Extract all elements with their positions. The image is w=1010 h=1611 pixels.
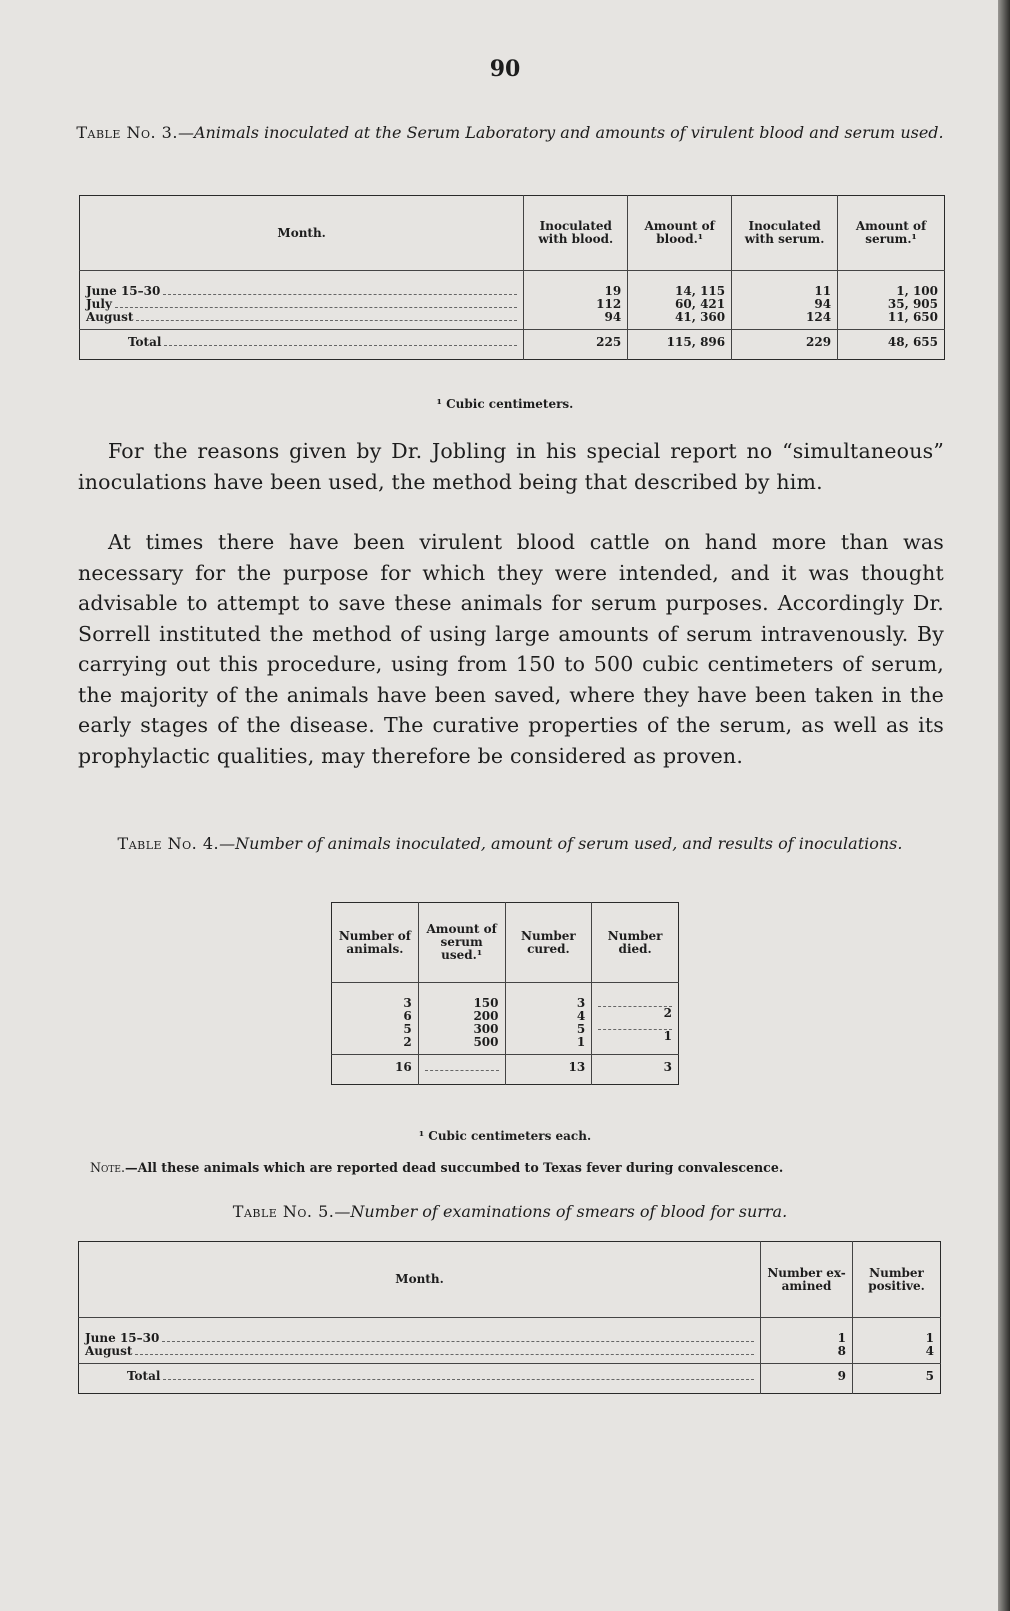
table5-header-month: Month. bbox=[79, 1242, 761, 1318]
table3 bbox=[79, 195, 945, 360]
table4-cell: 2 bbox=[403, 1035, 412, 1049]
table4-total-row bbox=[332, 1055, 679, 1085]
leader-dots bbox=[164, 337, 517, 346]
table3-cell: 35, 905 bbox=[887, 297, 938, 311]
table4-animals-col bbox=[332, 983, 419, 1055]
table5 bbox=[78, 1241, 941, 1394]
table4-cell-empty bbox=[598, 997, 672, 1007]
table4-label: Table No. 4. bbox=[117, 834, 220, 853]
paragraph-1: For the reasons given by Dr. Jobling in his special report no “simultaneous” inoculations have been used, the method being that described by him. bbox=[78, 439, 944, 494]
table3-cell: 1, 100 bbox=[896, 284, 938, 298]
table4-header-cured: Number cured. bbox=[505, 903, 592, 983]
table4-total-serum bbox=[418, 1055, 505, 1085]
table5-label: Table No. 5. bbox=[232, 1202, 335, 1221]
table5-examined-col bbox=[761, 1318, 853, 1364]
table4-note bbox=[90, 1160, 950, 1175]
table4-footnote: ¹ Cubic centimeters each. bbox=[418, 1129, 592, 1143]
table4-header-serum: Amount of serum used.¹ bbox=[418, 903, 505, 983]
table4-header-animals: Number of animals. bbox=[332, 903, 419, 983]
table5-header-examined: Number ex- amined bbox=[761, 1242, 853, 1318]
table3-cell: 19 bbox=[604, 284, 622, 298]
table3-amt-blood-col bbox=[628, 271, 732, 330]
table4-header-row bbox=[332, 903, 679, 983]
table3-header-amt-serum: Amount of serum.¹ bbox=[838, 196, 945, 271]
table4-cell: 200 bbox=[473, 1009, 499, 1023]
table3-month-col bbox=[80, 271, 524, 330]
table3-total-inoc-blood: 225 bbox=[524, 330, 628, 360]
table5-month-col bbox=[79, 1318, 761, 1364]
table3-header-inoc-blood: Inoculated with blood. bbox=[524, 196, 628, 271]
table3-cell: 112 bbox=[596, 297, 622, 311]
table5-total-row bbox=[79, 1364, 941, 1394]
table3-label: Table No. 3. bbox=[76, 123, 178, 142]
table5-title: —Number of examinations of smears of blood for surra. bbox=[334, 1202, 788, 1221]
table3-cell: 94 bbox=[604, 310, 622, 324]
table5-total-positive: 5 bbox=[853, 1364, 941, 1394]
table4-body-row bbox=[332, 983, 679, 1055]
note-label: Note. bbox=[90, 1160, 125, 1175]
table5-row-month-0: June 15–30 bbox=[85, 1331, 160, 1345]
table4-total-cured: 13 bbox=[505, 1055, 592, 1085]
table5-total-text: Total bbox=[127, 1369, 161, 1383]
table3-row-month-0: June 15–30 bbox=[86, 284, 161, 298]
table3-row-month-1: July bbox=[86, 297, 112, 311]
table4-died-col bbox=[592, 983, 679, 1055]
table4-cell: 3 bbox=[576, 996, 586, 1010]
leader-dots bbox=[163, 1371, 754, 1380]
table3-total-label-cell bbox=[80, 330, 524, 360]
table5-total-label-cell bbox=[79, 1364, 761, 1394]
table3-total-amt-serum: 48, 655 bbox=[838, 330, 945, 360]
table5-body-row bbox=[79, 1318, 941, 1364]
table3-total-row bbox=[80, 330, 945, 360]
table3-caption bbox=[70, 122, 950, 143]
table4-cell: 1 bbox=[576, 1035, 586, 1049]
table4-cell: 6 bbox=[403, 1009, 412, 1023]
note-text: —All these animals which are reported dead succumbed to Texas fever during convalescence. bbox=[124, 1160, 784, 1175]
table3-cell: 41, 360 bbox=[675, 310, 726, 324]
table3-cell: 60, 421 bbox=[675, 297, 726, 311]
table5-positive-col bbox=[853, 1318, 941, 1364]
table5-row-label-1 bbox=[85, 1345, 754, 1358]
leader-dots bbox=[136, 312, 517, 321]
table4-cell: 4 bbox=[576, 1009, 586, 1023]
table4-cell: 500 bbox=[473, 1035, 499, 1049]
table3-cell: 14, 115 bbox=[675, 284, 726, 298]
table5-cell: 4 bbox=[925, 1344, 934, 1358]
table3-row-month-2: August bbox=[86, 310, 134, 324]
table5-total-label bbox=[85, 1370, 754, 1383]
table4-cell-empty bbox=[598, 1020, 672, 1030]
table5-header-row bbox=[79, 1242, 941, 1318]
table5-cell: 1 bbox=[925, 1331, 934, 1345]
paragraph-2: At times there have been virulent blood cattle on hand more than was necessary for the purpose for which they were intended, and it was thought advisable to attempt to save these animals for serum purposes. Accordingly Dr. Sorrell instituted the method of using large amounts of serum intravenously. By carrying out this procedure, using from 150 to 500 cubic centimeters of serum, the majority of the animals have been saved, where they have been taken in the early stages of the disease. The curative properties of the serum, as well as its prophylactic qualities, may therefore be considered as proven. bbox=[78, 530, 944, 768]
table4-cell: 1 bbox=[663, 1029, 672, 1043]
table3-total-inoc-serum: 229 bbox=[732, 330, 838, 360]
table5-caption bbox=[70, 1201, 950, 1222]
table3-row-label-0 bbox=[86, 285, 517, 298]
table5-row-label-0 bbox=[85, 1332, 754, 1345]
page-number: 90 bbox=[489, 56, 521, 82]
table3-footnote: ¹ Cubic centimeters. bbox=[436, 397, 574, 411]
table4-title: —Number of animals inoculated, amount of serum used, and results of inoculations. bbox=[219, 834, 903, 853]
table3-header-inoc-serum: Inoculated with serum. bbox=[732, 196, 838, 271]
table4-cured-col bbox=[505, 983, 592, 1055]
table3-total-text: Total bbox=[128, 335, 162, 349]
table3-inoc-blood-col bbox=[524, 271, 628, 330]
table4-caption bbox=[95, 833, 925, 854]
table3-total-label bbox=[86, 336, 517, 349]
table3-cell: 11 bbox=[814, 284, 832, 298]
table4-cell: 5 bbox=[576, 1022, 586, 1036]
table3-header-amt-blood: Amount of blood.¹ bbox=[628, 196, 732, 271]
table3-row-label-2 bbox=[86, 311, 517, 324]
table3-cell: 124 bbox=[806, 310, 832, 324]
table3-cell: 94 bbox=[814, 297, 832, 311]
table3-row-label-1 bbox=[86, 298, 517, 311]
table3-header-month: Month. bbox=[80, 196, 524, 271]
table4-cell: 5 bbox=[403, 1022, 412, 1036]
table4 bbox=[331, 902, 679, 1085]
table5-cell: 1 bbox=[837, 1331, 847, 1345]
leader-dots bbox=[163, 286, 517, 295]
table3-cell: 11, 650 bbox=[887, 310, 938, 324]
table4-cell: 3 bbox=[403, 996, 412, 1010]
table4-total-died: 3 bbox=[592, 1055, 679, 1085]
table3-header-row bbox=[80, 196, 945, 271]
table3-inoc-serum-col bbox=[732, 271, 838, 330]
table4-serum-col bbox=[418, 983, 505, 1055]
table4-cell: 150 bbox=[473, 996, 499, 1010]
leader-dots bbox=[135, 1346, 754, 1355]
page-edge-shadow bbox=[998, 0, 1010, 1611]
leader-dots bbox=[162, 1333, 754, 1342]
table3-amt-serum-col bbox=[838, 271, 945, 330]
table5-cell: 8 bbox=[837, 1344, 847, 1358]
table4-cell: 300 bbox=[473, 1022, 499, 1036]
leader-dots bbox=[115, 299, 517, 308]
table3-title: —Animals inoculated at the Serum Laboratory and amounts of virulent blood and serum used. bbox=[177, 123, 944, 142]
table5-total-examined: 9 bbox=[761, 1364, 853, 1394]
table4-total-animals: 16 bbox=[332, 1055, 419, 1085]
table5-header-positive: Number positive. bbox=[853, 1242, 941, 1318]
table4-cell: 2 bbox=[663, 1006, 672, 1020]
table3-total-amt-blood: 115, 896 bbox=[628, 330, 732, 360]
table3-body-row bbox=[80, 271, 945, 330]
table4-header-died: Number died. bbox=[592, 903, 679, 983]
table5-row-month-1: August bbox=[85, 1344, 133, 1358]
table4-total-serum-blank bbox=[425, 1061, 499, 1071]
